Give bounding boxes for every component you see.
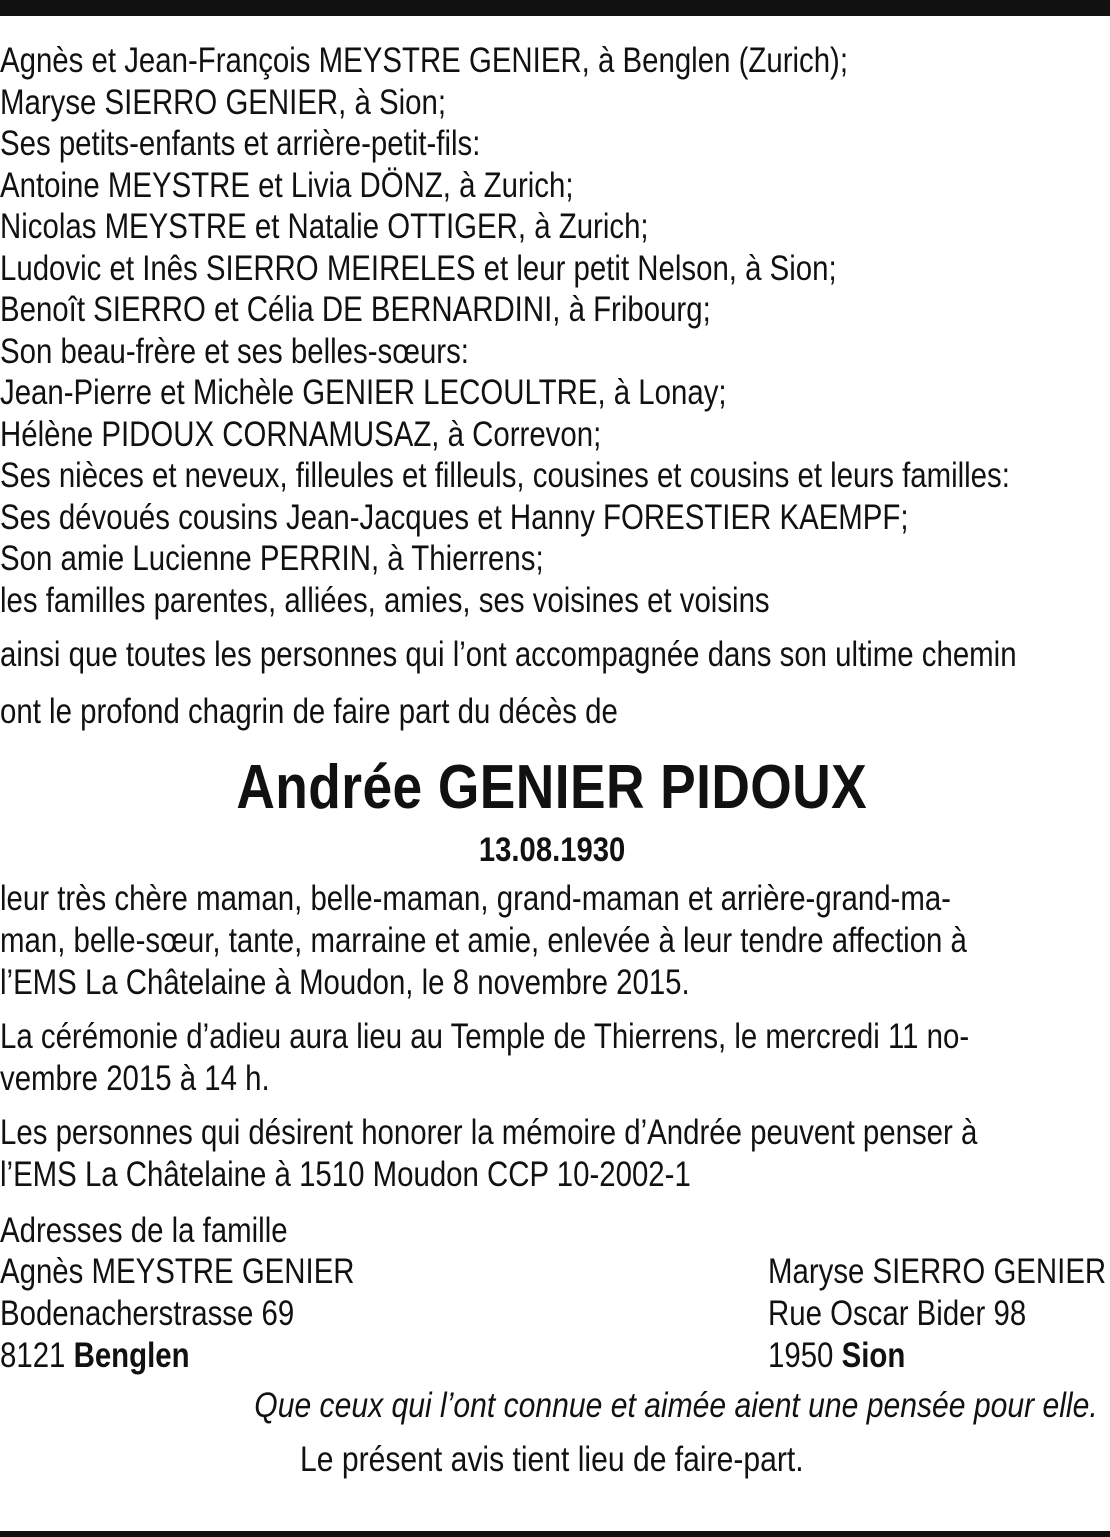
address-right-postcode: 1950	[768, 1336, 834, 1375]
family-line: Maryse SIERRO GENIER, à Sion;	[0, 82, 447, 122]
family-line: Ludovic et Inês SIERRO MEIRELES et leur petit Nelson, à Sion;	[0, 248, 837, 288]
paragraph-line: l’EMS La Châtelaine à Moudon, le 8 novembre 2015.	[0, 963, 690, 1002]
ceremony-paragraph	[0, 1016, 1104, 1100]
family-line: Benoît SIERRO et Célia DE BERNARDINI, à Fribourg;	[0, 290, 711, 329]
donation-paragraph	[0, 1112, 1104, 1196]
lead-in-announcement: ont le profond chagrin de faire part du décès de	[0, 692, 618, 731]
paragraph-line: leur très chère maman, belle-maman, grand-maman et arrière-grand-ma-	[0, 879, 951, 918]
tribute-paragraph	[0, 878, 1104, 1004]
family-list	[0, 40, 1104, 621]
address-left-postcode: 8121	[0, 1336, 66, 1375]
address-left-street: Bodenacherstrasse 69	[0, 1294, 295, 1333]
addresses-heading: Adresses de la famille	[0, 1211, 288, 1250]
family-line: Hélène PIDOUX CORNAMUSAZ, à Correvon;	[0, 414, 602, 454]
deceased-name: Andrée GENIER PIDOUX	[236, 753, 868, 822]
paragraph-line: man, belle-sœur, tante, marraine et amie, enlevée à leur tendre affection à	[0, 921, 967, 960]
address-left-name: Agnès MEYSTRE GENIER	[0, 1252, 355, 1291]
family-line: Ses nièces et neveux, filleules et filleuls, cousines et cousins et leurs familles:	[0, 456, 1010, 495]
paragraph-line: vembre 2015 à 14 h.	[0, 1059, 270, 1098]
top-border-rule	[0, 0, 1110, 16]
bottom-border-rule	[0, 1531, 1110, 1537]
obituary-notice	[0, 40, 1107, 1483]
paragraph-line: l’EMS La Châtelaine à 1510 Moudon CCP 10-2002-1	[0, 1155, 691, 1194]
paragraph-line: Les personnes qui désirent honorer la mémoire d’Andrée peuvent penser à	[0, 1113, 978, 1152]
family-line: Agnès et Jean-François MEYSTRE GENIER, à Benglen (Zurich);	[0, 41, 849, 80]
family-line: Ses dévoués cousins Jean-Jacques et Hanny FORESTIER KAEMPF;	[0, 497, 909, 537]
address-right-street: Rue Oscar Bider 98	[768, 1294, 1027, 1333]
faire-part-note: Le présent avis tient lieu de faire-part.	[300, 1440, 804, 1479]
address-city-row	[0, 1335, 1104, 1377]
address-right-name: Maryse SIERRO GENIER	[768, 1252, 1107, 1291]
address-left-locality	[0, 1335, 226, 1377]
family-addresses	[0, 1210, 1107, 1377]
birth-date: 13.08.1930	[478, 831, 626, 869]
address-name-row	[0, 1251, 1107, 1293]
family-line: Ses petits-enfants et arrière-petit-fils:	[0, 124, 481, 163]
family-line: les familles parentes, alliées, amies, ses voisines et voisins	[0, 580, 770, 620]
address-right-locality	[768, 1335, 931, 1377]
family-line: Nicolas MEYSTRE et Natalie OTTIGER, à Zurich;	[0, 207, 649, 246]
family-line: Son beau-frère et ses belles-sœurs:	[0, 331, 469, 371]
family-line: Jean-Pierre et Michèle GENIER LECOULTRE, à Lonay;	[0, 373, 727, 412]
address-left-city: Benglen	[73, 1336, 190, 1375]
family-line: Antoine MEYSTRE et Livia DÖNZ, à Zurich;	[0, 165, 574, 205]
closing-quote: Que ceux qui l’ont connue et aimée aient une pensée pour elle.	[254, 1386, 1098, 1425]
family-line: Son amie Lucienne PERRIN, à Thierrens;	[0, 539, 544, 578]
lead-in-accompanied: ainsi que toutes les personnes qui l’ont accompagnée dans son ultime chemin	[0, 635, 1017, 674]
paragraph-line: La cérémonie d’adieu aura lieu au Temple de Thierrens, le mercredi 11 no-	[0, 1017, 970, 1056]
address-street-row	[0, 1293, 1104, 1335]
address-right-city: Sion	[841, 1336, 906, 1375]
